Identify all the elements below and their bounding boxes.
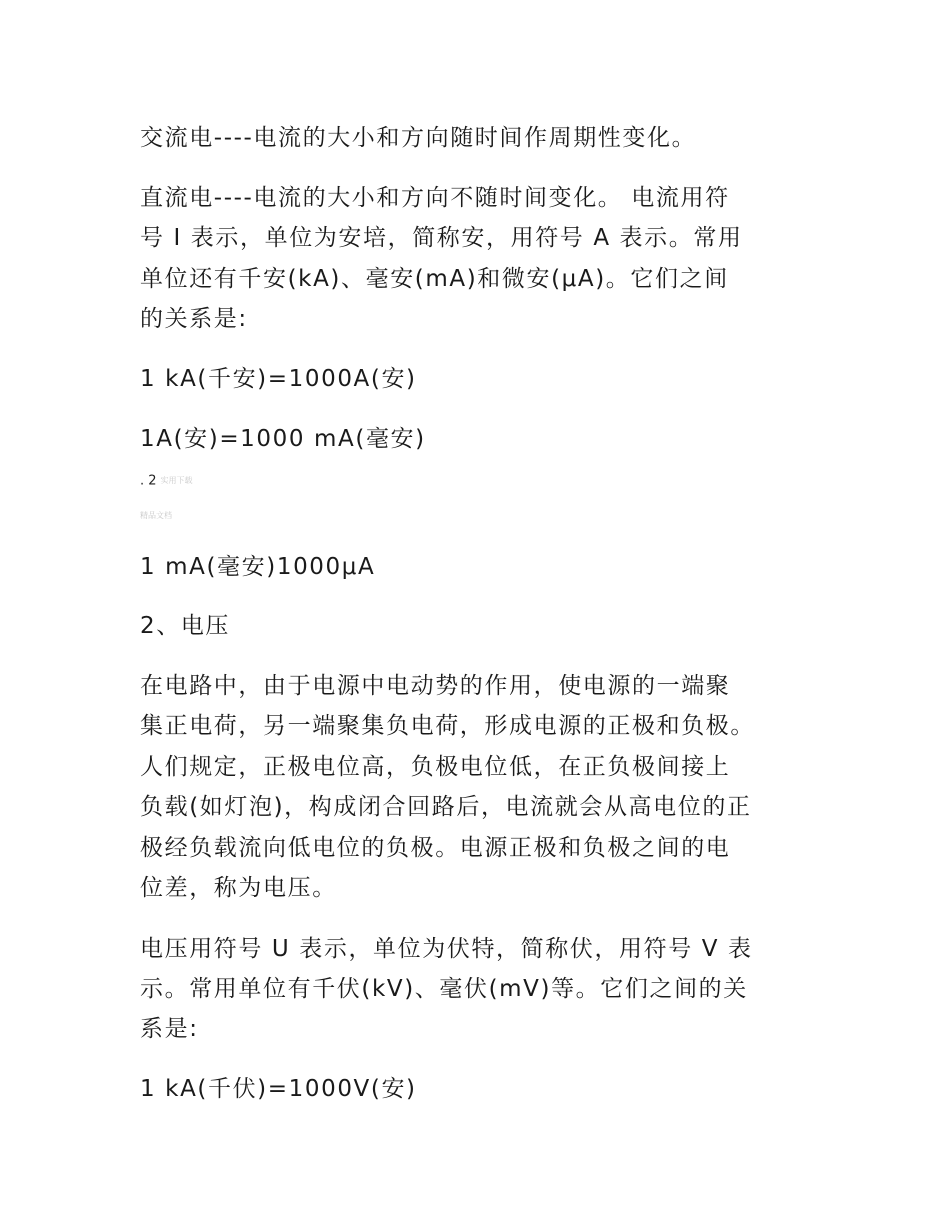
- section-heading-voltage: 2、电压: [140, 613, 231, 639]
- formula-a-to-ma: 1A(安)=1000 mA(毫安): [140, 426, 426, 452]
- paragraph-voltage-line-4: 负载(如灯泡)，构成闭合回路后，电流就会从高电位的正: [140, 794, 752, 820]
- paragraph-voltage-line-1: 在电路中，由于电源中电动势的作用，使电源的一端聚: [140, 673, 731, 699]
- paragraph-voltage-line-2: 集正电荷，另一端聚集负电荷，形成电源的正极和负极。: [140, 713, 755, 739]
- paragraph-voltage-line-5: 极经负载流向低电位的负极。电源正极和负极之间的电: [140, 835, 731, 861]
- paragraph-units-line-2: 示。常用单位有千伏(kV)、毫伏(mV)等。它们之间的关: [140, 976, 748, 1002]
- formula-ka-to-a: 1 kA(千安)=1000A(安): [140, 366, 417, 392]
- formula-ma-to-ua: 1 mA(毫安)1000μA: [140, 554, 376, 580]
- formula-kv-to-v: 1 kA(千伏)=1000V(安): [140, 1076, 417, 1102]
- paragraph-dc-line-3: 单位还有千安(kA)、毫安(mA)和微安(μA)。它们之间: [140, 266, 729, 292]
- paragraph-units-line-3: 系是:: [140, 1016, 199, 1042]
- paragraph-units-line-1: 电压用符号 U 表示，单位为伏特，简称伏，用符号 V 表: [140, 936, 753, 962]
- page-tiny-label: 实用下载: [160, 476, 193, 485]
- paragraph-dc-line-4: 的关系是:: [140, 306, 248, 332]
- paragraph-dc-line-1: 直流电----电流的大小和方向不随时间变化。 电流用符: [140, 185, 730, 211]
- paragraph-dc-line-2: 号 I 表示，单位为安培，简称安，用符号 A 表示。常用: [140, 225, 743, 251]
- paragraph-ac-definition: 交流电----电流的大小和方向随时间作周期性变化。: [140, 125, 697, 151]
- page-number: [140, 472, 193, 491]
- watermark-text: 精品文档: [140, 511, 172, 520]
- paragraph-voltage-line-3: 人们规定，正极电位高，负极电位低，在正负极间接上: [140, 754, 731, 780]
- page-number-text: . 2: [140, 473, 157, 489]
- paragraph-voltage-line-6: 位差，称为电压。: [140, 875, 337, 901]
